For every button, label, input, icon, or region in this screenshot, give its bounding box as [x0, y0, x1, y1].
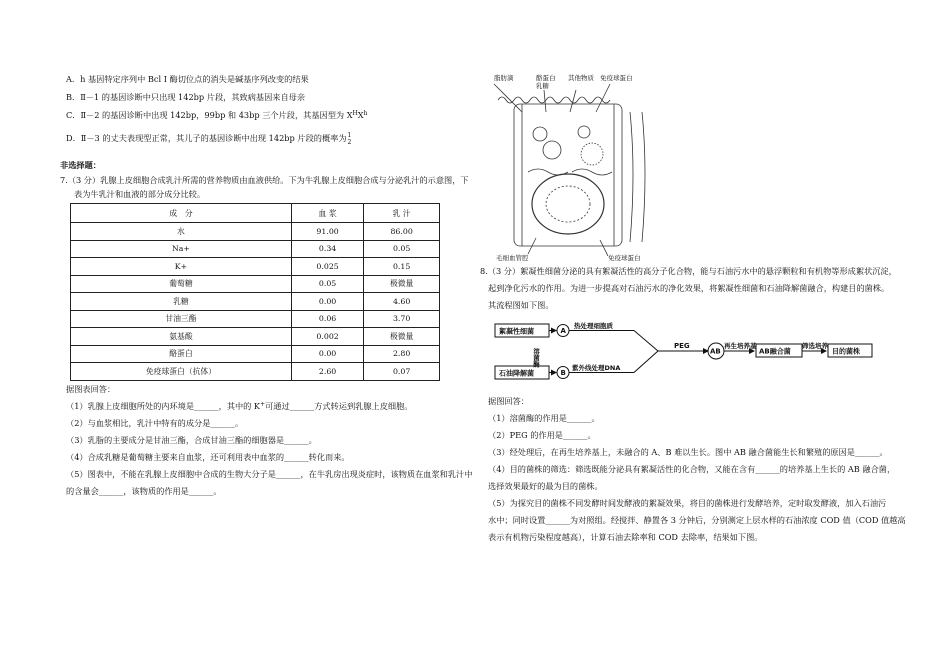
table-cell: 86.00	[364, 223, 440, 241]
option-c-text: C．Ⅱ－2 的基因诊断中出现 142bp，99bp 和 43bp 三个片段，其基因型为 X	[66, 110, 353, 120]
table-cell: 葡萄糖	[71, 275, 292, 293]
q7-sub1-text: （1）乳腺上皮细胞所处的内环境是______，其中的 K	[66, 400, 261, 411]
table-cell: 极微量	[364, 275, 440, 293]
box-oil-bacteria-label: 石油降解菌	[499, 369, 534, 378]
regeneration-medium-label: 再生培养基	[724, 342, 757, 350]
table-cell: 氨基酸	[71, 328, 292, 346]
table-cell: 甘油三酯	[71, 310, 292, 328]
table-row	[71, 345, 440, 363]
q8-sub4b: 选择效果最好的最为目的菌株。	[488, 481, 603, 491]
screening-label: 筛选培养	[802, 342, 828, 350]
table-cell: 0.15	[364, 258, 440, 276]
table-cell: 0.00	[291, 293, 363, 311]
label-fat-droplet: 脂肪滴	[494, 74, 514, 82]
table-cell: 水	[71, 223, 292, 241]
table-cell: 0.05	[364, 240, 440, 258]
table-row	[71, 328, 440, 346]
label-immunoglobulin-bottom: 免疫球蛋白	[608, 254, 641, 262]
table-cell: 0.06	[291, 310, 363, 328]
table-cell: 91.00	[291, 223, 363, 241]
q7-sub4: （4）合成乳糖是葡萄糖主要来自血浆，还可利用表中血浆的______转化而来。	[66, 451, 350, 462]
q7-intro: 据图表回答：	[66, 383, 116, 394]
fraction-denominator: 2	[347, 139, 352, 146]
q8-intro: 据图回答：	[488, 396, 529, 406]
table-cell: 2.80	[364, 345, 440, 363]
merge-line	[634, 331, 658, 352]
probability-fraction	[348, 132, 352, 146]
table-cell: 0.34	[291, 240, 363, 258]
q7-line1: 7.（3 分）乳腺上皮细胞合成乳汁所需的营养物质由血液供给。下为牛乳腺上皮细胞合成与分泌乳汁的示意图，下	[60, 175, 469, 185]
option-b: B．Ⅱ－1 的基因诊断中只出现 142bp 片段，其致病基因来自母亲	[66, 92, 306, 102]
table-cell: 0.002	[291, 328, 363, 346]
table-cell: 0.025	[291, 258, 363, 276]
enzyme-label: 溶菌酶	[532, 348, 540, 368]
table-row	[71, 240, 440, 258]
table-cell: Na+	[71, 240, 292, 258]
q7-sub1-sup: +	[260, 400, 266, 408]
table-cell: 极微量	[364, 328, 440, 346]
table-row	[71, 293, 440, 311]
table-header-row	[71, 204, 440, 223]
q7-sub1	[66, 401, 446, 412]
q8-sub5c: 表示有机物污染程度越高），计算石油去除率和 COD 去除率，结果如下图。	[488, 532, 763, 542]
option-c-sup2: h	[363, 110, 368, 117]
option-c-sup1: H	[352, 110, 358, 117]
label-immunoglobulin-top: 免疫球蛋白	[600, 74, 633, 82]
label-capillary: 毛细血管腔	[496, 254, 529, 262]
table-cell: K+	[71, 258, 292, 276]
box-target-strain-label: 目的菌株	[832, 347, 860, 356]
q7-sub3: （3）乳脂的主要成分是甘油三酯，合成甘油三酯的细胞器是______。	[66, 434, 317, 445]
option-d	[66, 132, 446, 146]
table-row	[71, 310, 440, 328]
right-column	[480, 70, 906, 543]
q7-line2: 表为牛乳汁和血液的部分成分比较。	[74, 189, 206, 199]
uv-treatment-label: 紫外线处理DNA	[572, 364, 621, 372]
label-lactose: 乳糖	[536, 82, 549, 90]
option-c-x: X	[357, 110, 364, 120]
table-cell: 0.07	[364, 363, 440, 381]
node-ab-label: AB	[710, 347, 721, 356]
table-cell: 免疫球蛋白（抗体）	[71, 363, 292, 381]
table-header: 乳 汁	[364, 204, 440, 223]
table-header: 血 浆	[291, 204, 363, 223]
q8-line3: 其流程图如下图。	[488, 300, 554, 310]
box-flocculant-bacteria-label: 絮凝性细菌	[499, 327, 534, 336]
fusion-flowchart	[494, 320, 874, 384]
table-row	[71, 275, 440, 293]
option-a: A．h 基因特定序列中 Bcl Ⅰ 酶切位点的消失是碱基序列改变的结果	[66, 74, 309, 84]
table-cell: 3.70	[364, 310, 440, 328]
table-row	[71, 223, 440, 241]
q8-line1: 8.（3 分）絮凝性细菌分泌的具有絮凝活性的高分子化合物，能与石油污水中的悬浮颗粒和有机物等形成絮状沉淀，	[480, 266, 897, 276]
section-heading: 非选择题：	[60, 160, 101, 170]
composition-table	[70, 203, 440, 381]
option-d-text: D．Ⅱ－3 的丈夫表现型正常，其儿子的基因诊断中出现 142bp 片段的概率为	[66, 133, 347, 143]
table-row	[71, 258, 440, 276]
table-header: 成 分	[71, 204, 292, 223]
table-row	[71, 363, 440, 381]
node-a-label: A	[560, 327, 566, 335]
fraction-numerator: 1	[347, 132, 352, 139]
q7-sub5b: 的含量会______，该物质的作用是______。	[66, 485, 222, 496]
q8-sub1: （1）溶菌酶的作用是______。	[488, 413, 600, 423]
table-cell: 4.60	[364, 293, 440, 311]
heat-treatment-label: 热处理细胞质	[574, 322, 613, 330]
table-cell: 0.05	[291, 275, 363, 293]
q7-sub2: （2）与血浆相比，乳汁中特有的成分是______。	[66, 417, 244, 428]
option-c	[66, 110, 446, 121]
table-cell: 乳糖	[71, 293, 292, 311]
table-cell: 0.00	[291, 345, 363, 363]
q8-line2: 起到净化污水的作用。为进一步提高对石油污水的净化效果，将絮凝性细菌和石油降解菌融合，构建目的菌株。	[488, 283, 890, 293]
q8-sub3: （3）经处理后，在再生培养基上，未融合的 A、B 难以生长。图中 AB 融合菌能生长和繁殖的原因是______。	[488, 447, 888, 457]
label-casein: 酪蛋白	[536, 74, 556, 82]
label-other: 其他物质	[568, 74, 594, 82]
q8-sub2: （2）PEG 的作用是______。	[488, 430, 596, 440]
q8-sub4a: （4）目的菌株的筛选：筛选既能分泌具有絮凝活性的化合物，又能在含有______的培养基上生长的 AB 融合菌，	[488, 464, 896, 474]
merge-line	[634, 351, 658, 373]
q7-sub1-rest: 可通过______方式转运到乳腺上皮细胞。	[265, 400, 413, 411]
table-cell: 酪蛋白	[71, 345, 292, 363]
box-ab-fusion-label: AB融合菌	[759, 347, 791, 356]
node-b-label: B	[560, 369, 566, 377]
table-cell: 2.60	[291, 363, 363, 381]
left-column	[60, 74, 473, 497]
peg-label: PEG	[674, 342, 690, 350]
q8-sub5b: 水中；同时设置______为对照组。经搅拌、静置各 3 分钟后，分别测定上层水样的石油浓度 COD 值（COD 值越高	[488, 515, 906, 525]
q8-sub5a: （5）为探究目的菌株不同发酵时间发酵液的絮凝效果，将目的菌株进行发酵培养，定时取发酵液，加入石油污	[488, 498, 887, 508]
q7-sub5a: （5）图表中，不能在乳腺上皮细胞中合成的生物大分子是______，在牛乳房出现炎症时，该物质在血浆和乳汁中	[66, 468, 473, 479]
